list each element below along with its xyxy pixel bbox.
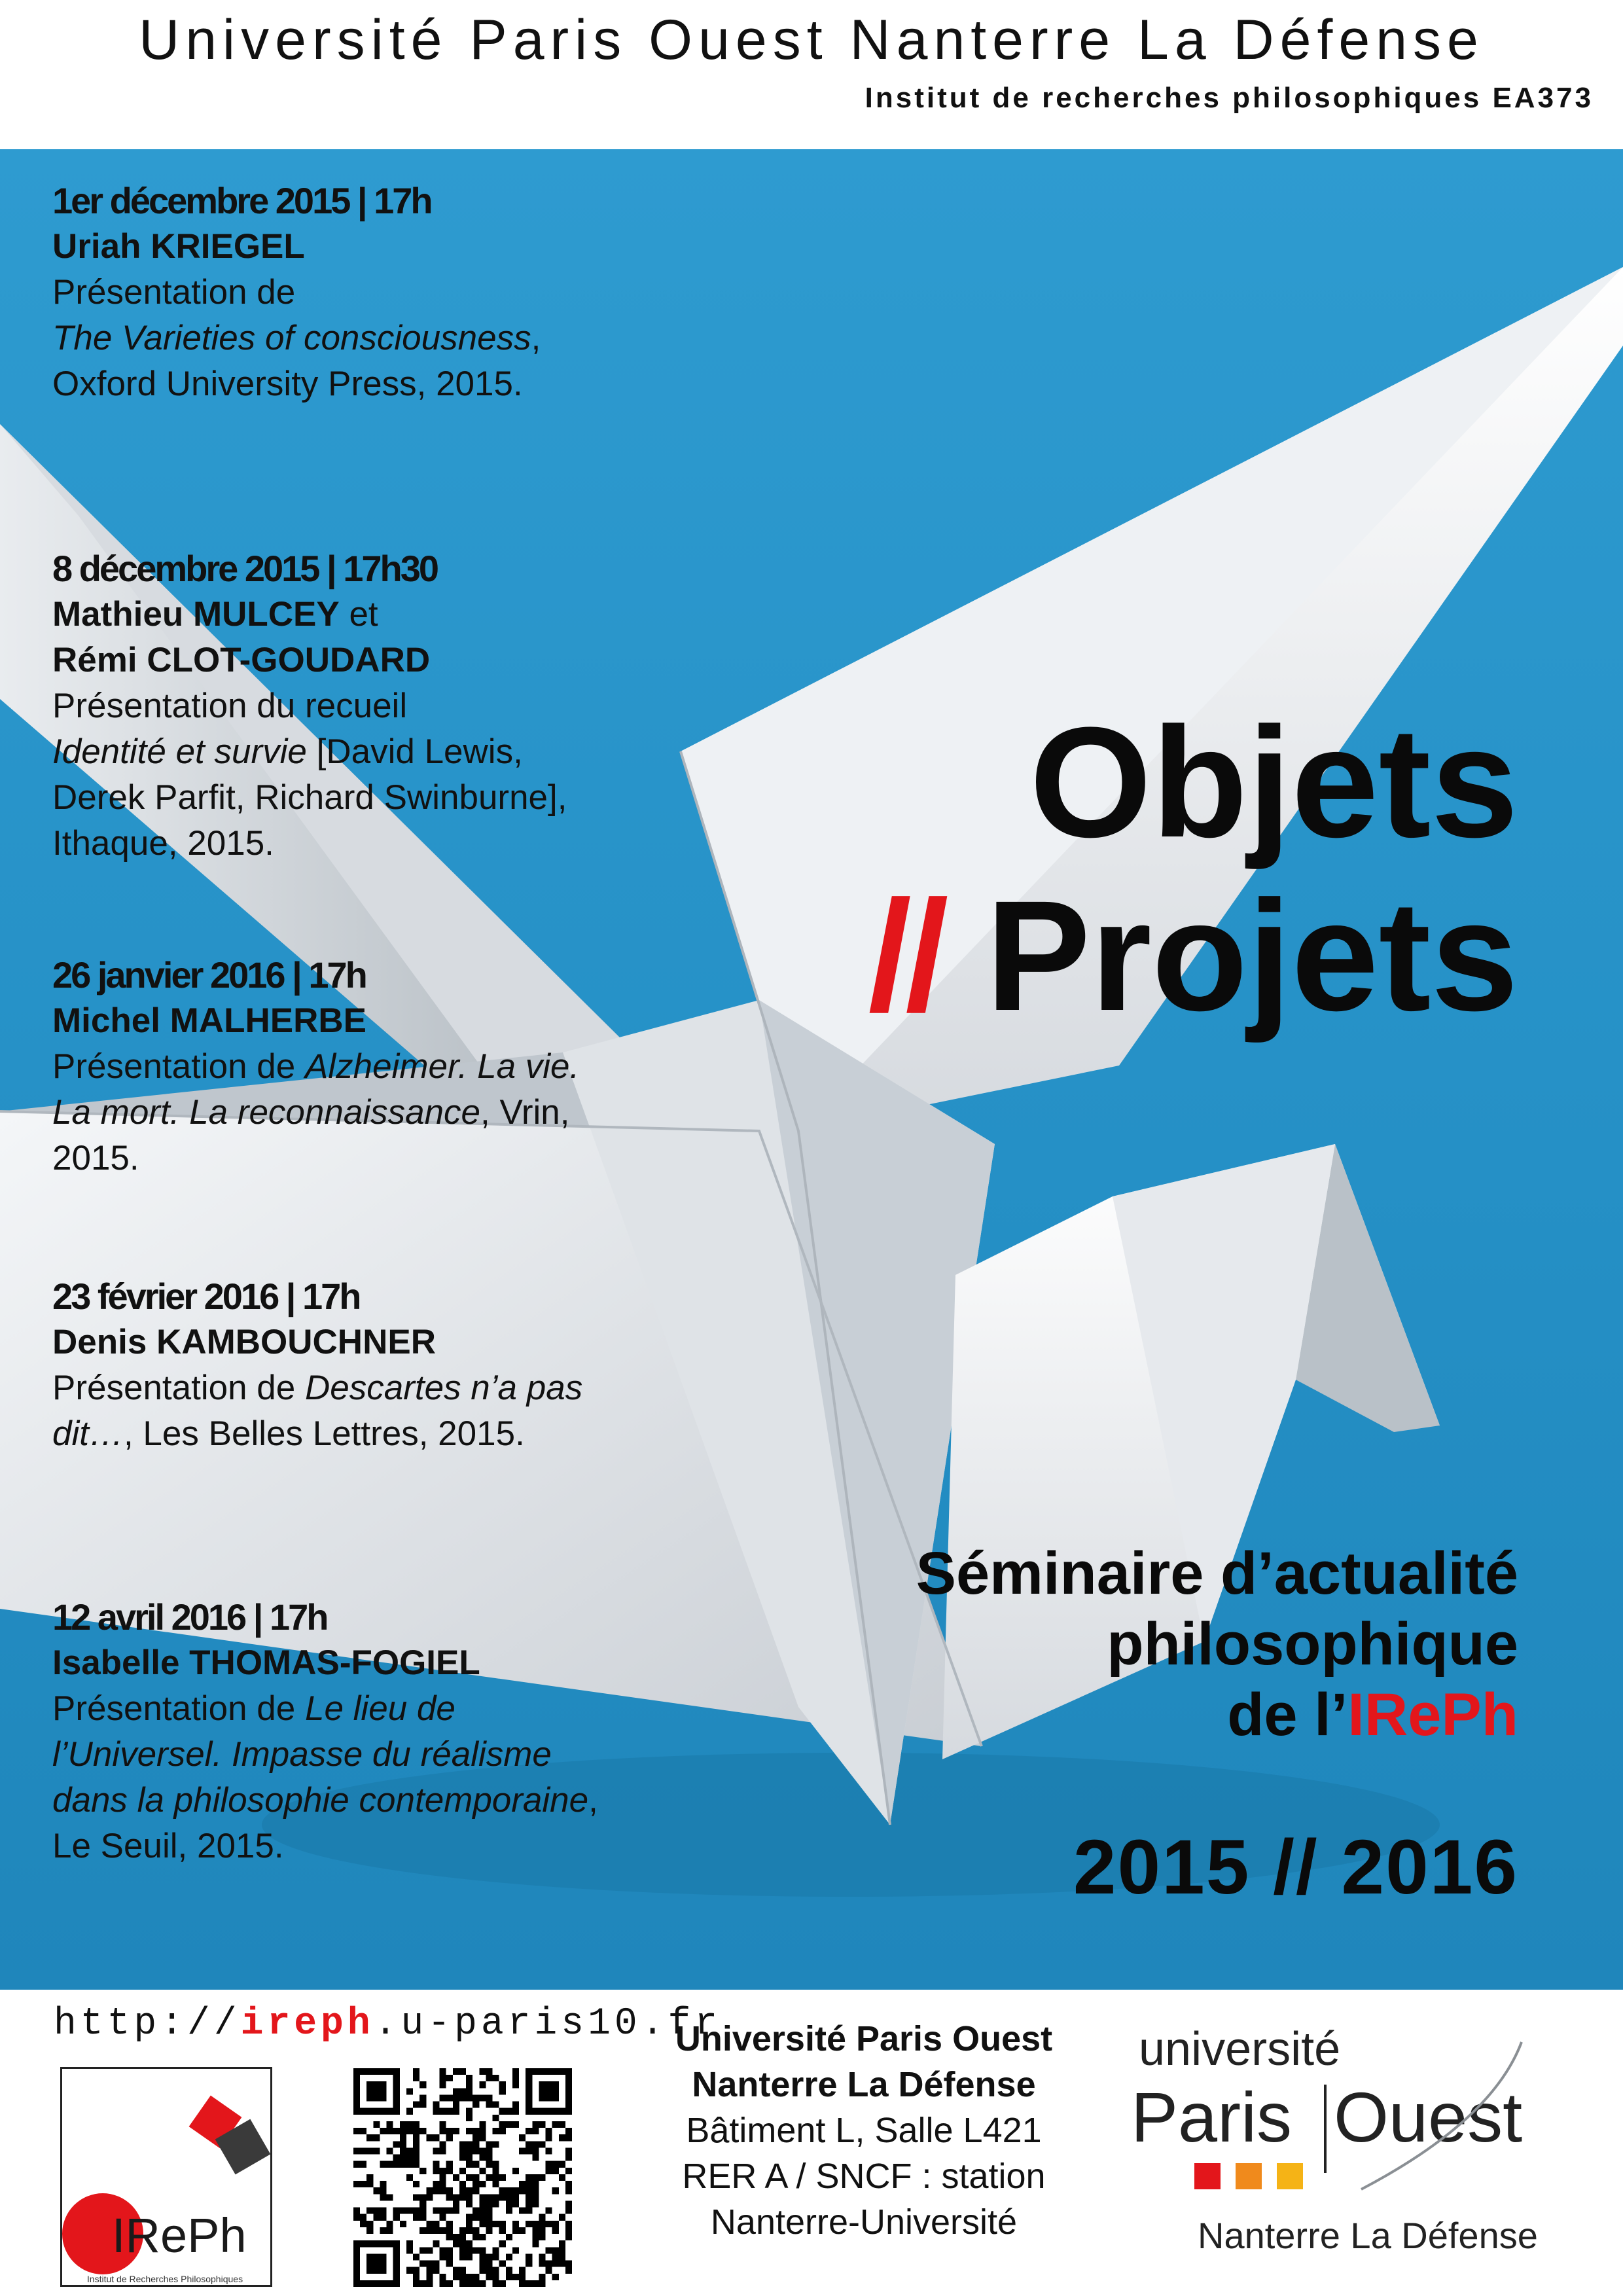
svg-text:université: université [1139, 2023, 1341, 2075]
event-description: Présentation de Descartes n’a pas dit…, Les Belles Lettres, 2015. [52, 1369, 583, 1453]
event-4 [52, 1274, 615, 1457]
qr-code[interactable] [353, 2068, 572, 2287]
event-3 [52, 952, 615, 1181]
event-1 [52, 178, 615, 407]
event-speaker: Mathieu MULCEY et Rémi CLOT-GOUDARD [52, 595, 431, 679]
ireph-logo-text: IRePh [112, 2208, 247, 2263]
event-date: 26 janvier 2016 | 17h [52, 954, 366, 996]
event-speaker: Isabelle THOMAS-FOGIEL [52, 1643, 480, 1682]
ireph-logo-graphic [62, 2069, 270, 2285]
svg-text:Nanterre La Défense: Nanterre La Défense [1198, 2215, 1538, 2256]
event-speaker: Uriah KRIEGEL [52, 227, 305, 266]
event-description: Présentation de Le lieu de l’Universel. Impasse du réalisme dans la philosophie contemporaine, Le Seuil, 2015. [52, 1689, 598, 1865]
institute-subtitle: Institut de recherches philosophiques EA373 [865, 82, 1594, 114]
event-2 [52, 546, 615, 867]
svg-text:Paris: Paris [1131, 2077, 1293, 2157]
event-description: Présentation du recueil Identité et survie [David Lewis, Derek Parfit, Richard Swinburne], Ithaque, 2015. [52, 687, 567, 863]
website-link[interactable]: http://ireph.u-paris10.fr [54, 2003, 722, 2045]
academic-years: 2015 // 2016 [1073, 1824, 1518, 1910]
venue-address: Université Paris Ouest Nanterre La Défense Bâtiment L, Salle L421 RER A / SNCF : station Nanterre-Université [675, 2019, 1053, 2242]
event-date: 23 février 2016 | 17h [52, 1276, 360, 1317]
event-5 [52, 1594, 615, 1869]
paris-ouest-logo [1126, 2022, 1584, 2284]
event-description: Présentation de Alzheimer. La vie. La mort. La reconnaissance, Vrin, 2015. [52, 1047, 580, 1177]
svg-text:Ouest: Ouest [1334, 2077, 1523, 2157]
ireph-caption: Institut de Recherches Philosophiques [86, 2274, 243, 2284]
ireph-highlight: IRePh [1347, 1681, 1518, 1748]
event-speaker: Michel MALHERBE [52, 1001, 366, 1040]
seminar-subtitle: Séminaire d’actualité philosophique de l’IRePh [916, 1540, 1518, 1748]
title-projets: // Projets [868, 868, 1518, 1043]
event-speaker: Denis KAMBOUCHNER [52, 1323, 436, 1361]
university-title: Université Paris Ouest Nanterre La Défense [139, 9, 1484, 71]
event-description: Présentation de The Varieties of consciousness, Oxford University Press, 2015. [52, 273, 541, 403]
ireph-logo [60, 2067, 272, 2287]
event-date: 12 avril 2016 | 17h [52, 1596, 327, 1638]
event-date: 8 décembre 2015 | 17h30 [52, 548, 437, 589]
title-objets: Objets [1029, 694, 1518, 870]
event-date: 1er décembre 2015 | 17h [52, 180, 431, 221]
title-slash: // [868, 868, 942, 1043]
